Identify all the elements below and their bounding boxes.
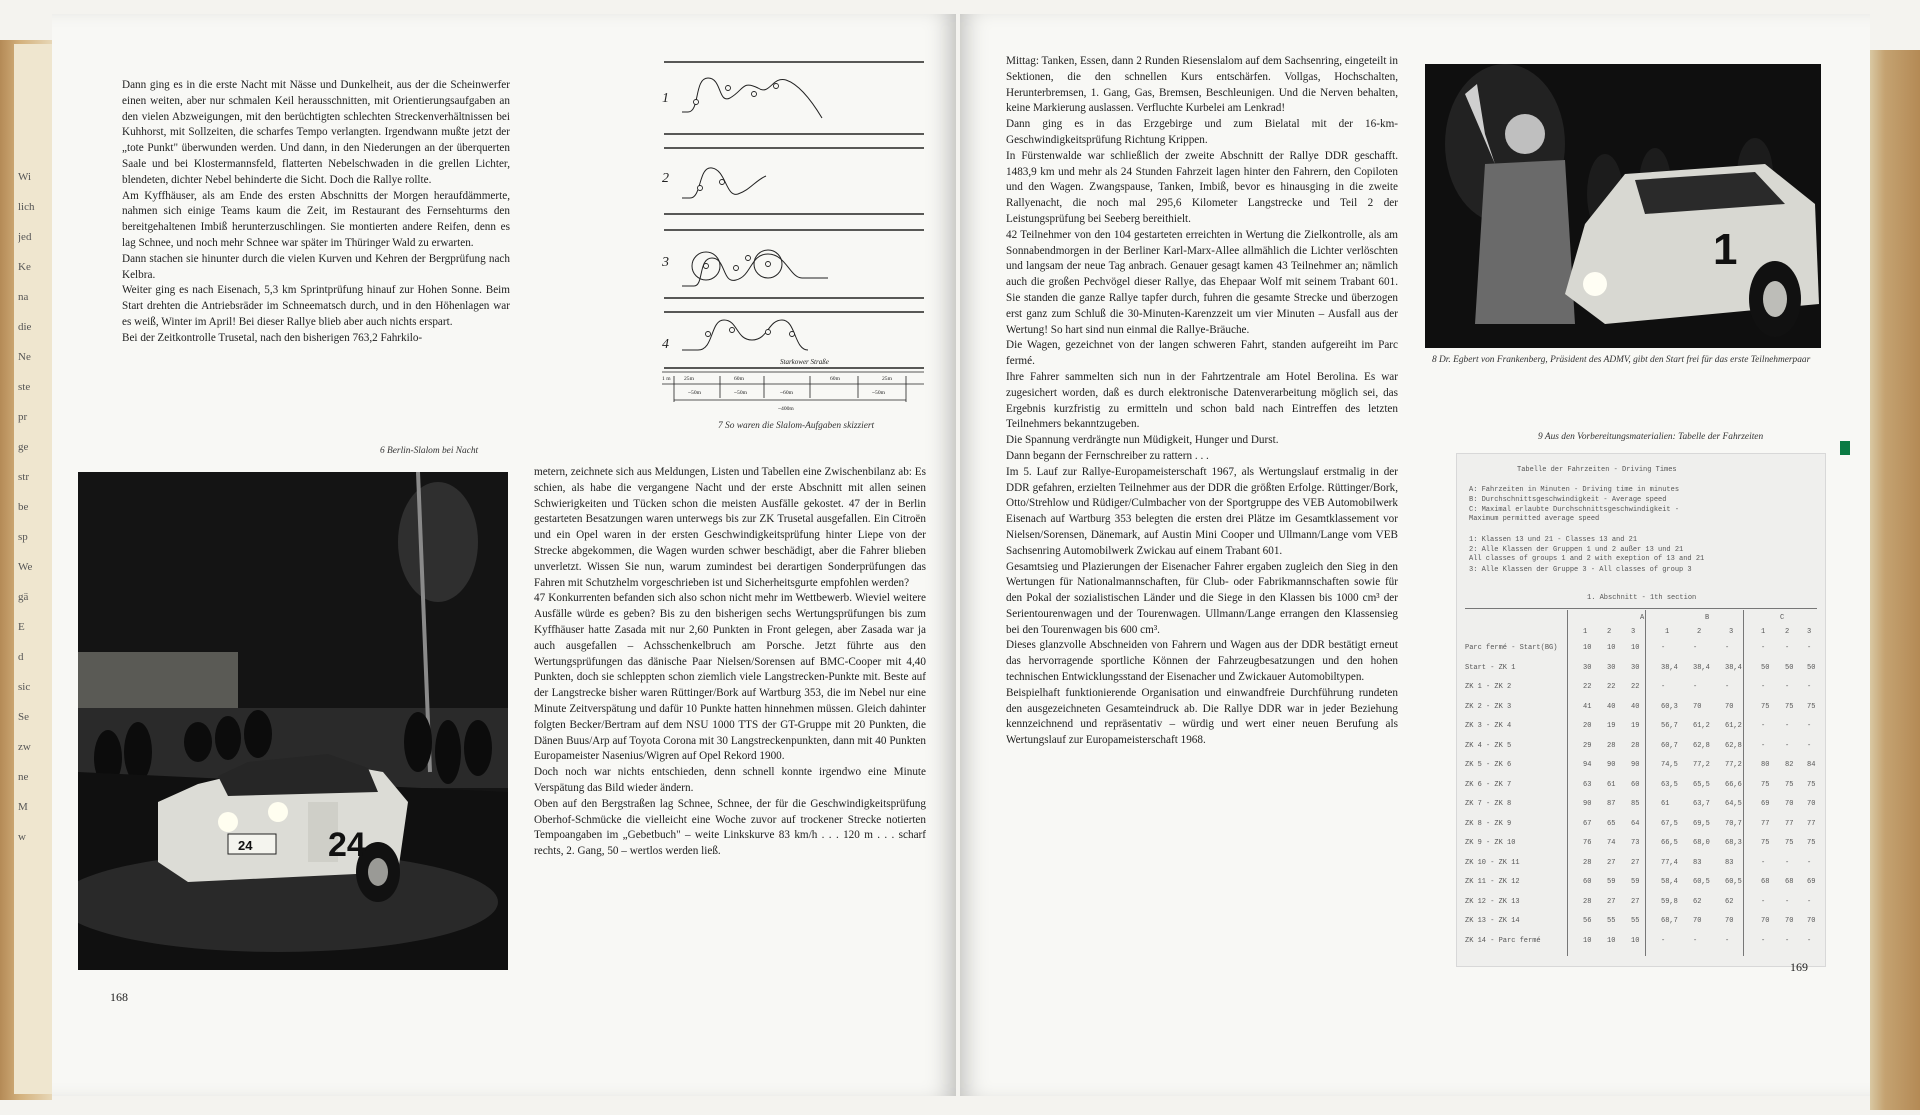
dimension-label: ~50m (734, 390, 747, 396)
table-cell: - (1785, 936, 1790, 945)
previous-page-edge (14, 44, 55, 1094)
table-cell: 68 (1785, 878, 1794, 886)
table-cell: 94 (1583, 761, 1592, 769)
table-cell: 69,5 (1693, 819, 1710, 828)
table-cell: 74 (1607, 839, 1616, 847)
group-label: B (1705, 614, 1710, 622)
dimension-total: ~400m (778, 406, 794, 412)
table-cell: 75 (1761, 839, 1770, 847)
driving-times-table (1456, 453, 1826, 967)
table-cell: 19 (1607, 722, 1616, 730)
table-cell: 10 (1607, 644, 1616, 652)
table-cell: 69 (1761, 800, 1770, 808)
table-cell: 10 (1631, 936, 1640, 945)
table-cell: 10 (1631, 644, 1640, 652)
table-row (1465, 835, 1817, 853)
table-cell: 40 (1631, 702, 1640, 711)
table-cell: 50 (1785, 663, 1794, 672)
table-cell: 38,4 (1661, 663, 1678, 672)
table-cell: 50 (1761, 663, 1770, 672)
right-page-text (1006, 54, 1398, 749)
table-cell: 64 (1631, 819, 1640, 828)
table-cell: - (1785, 722, 1790, 730)
table-cell: 70 (1693, 917, 1702, 925)
table-cell: 73 (1631, 839, 1640, 847)
figure-caption-9: 9 Aus den Vorbereitungsmaterialien: Tabelle der Fahrzeiten (1538, 432, 1764, 442)
row-label: ZK 6 - ZK 7 (1465, 780, 1512, 789)
green-corner-mark (1840, 441, 1850, 455)
table-cell: 63 (1583, 780, 1592, 789)
street-label: Starkower Straße (780, 358, 829, 366)
table-cell: - (1807, 644, 1812, 652)
dimension-label: 25m (684, 376, 694, 382)
row-label: ZK 1 - ZK 2 (1465, 683, 1512, 691)
slalom-path-4 (682, 320, 808, 350)
legend-line: Maximum permitted average speed (1469, 515, 1600, 523)
table-cell: - (1807, 936, 1812, 945)
paragraph: 42 Teilnehmer von den 104 gestarteten erreichten in Wertung die Zielkontrolle, als am Sonnabendmorgen in der Berliner Karl-Marx-Allee allmählich die Lichter verlöschten und langsam der neue Tag anbrach. Genauer gesagt kamen 43 Teilnehmer an; nämlich auch die großen Pechvögel dieser Rallye, das Ehepaar Wolf mit seinem Trabant 601. Sie standen die ganze Rallye tapfer durch, fuhren die gesamte Strecke und überzogen erst ganz zum Schluß die 30-Minuten-Karenzzeit um vier Minuten – Ausfall aus der Wertung! So hart sind nun einmal die Rallye-Bräuche. (1006, 228, 1398, 336)
paragraph: Dann ging es in die erste Nacht mit Nässe und Dunkelheit, aus der die Scheinwerfer einen weiten, aber nur schmalen Keil herausschnitten, mit Orientierungsaufgaben an den vielen Abzweigungen, mit den berüchtigten schlechten Streckenverhältnissen bei Kuhhorst, mit Sollzeiten, die scharfes Tempo verlangten. Irgendwann mußte jetzt der „tote Punkt" überwunden werden. Und dann, in den Niederungen an der überquerten Saale und bei Klostermannsfeld, flatterten Nebelschwaden in die grellen Lichter, blendeten, dichter Nebel behinderte die Sicht. Doch die Rallye rollte. (122, 79, 510, 186)
table-cell: 77 (1807, 819, 1816, 828)
table-cell: 27 (1607, 897, 1616, 906)
table-cell: 80 (1761, 761, 1770, 769)
table-cell: 90 (1607, 761, 1616, 769)
lane-number: 3 (662, 255, 669, 270)
table-row (1465, 718, 1817, 736)
figure-caption-7: 7 So waren die Slalom-Aufgaben skizziert (718, 421, 875, 431)
lane-number: 4 (662, 337, 669, 352)
table-cell: - (1807, 741, 1812, 750)
table-cell: 68,3 (1725, 839, 1742, 847)
left-page-top-text (122, 78, 510, 347)
table-cell: - (1785, 858, 1790, 867)
table-row (1465, 679, 1817, 697)
car-start-number: 24 (328, 826, 366, 864)
table-cell: - (1693, 936, 1698, 945)
table-cell: 58,4 (1661, 878, 1678, 886)
row-label: ZK 3 - ZK 4 (1465, 722, 1512, 730)
table-cell: 67 (1583, 819, 1592, 828)
legend-line: 1: Klassen 13 und 21 - Classes 13 and 21 (1469, 536, 1638, 544)
row-label: ZK 7 - ZK 8 (1465, 800, 1512, 808)
table-cell: 56 (1583, 917, 1592, 925)
paragraph: Am Kyffhäuser, als am Ende des ersten Abschnitts der Morgen heraufdämmerte, nahmen sich einige Teams kaum die Zeit, im Restaurant des Fernsehturms den bereitgehaltenen Imbiß herunterzuschlingen. Sie montierten andere Reifen, denn es lag Schnee, und noch mehr Schnee war später im Thüringer Wald zu erwarten. (122, 189, 510, 249)
table-cell: - (1761, 644, 1766, 652)
dimension-label: 60m (830, 376, 840, 382)
paragraph: Gesamtsieg und Plazierungen der Eisenacher Fahrer ergaben zugleich den Sieg in den Wertungen für Nationalmannschaften, für Club- oder Fabrikmannschaften sowie für den Pokal der sozialistischen Länder und die Siege in den Klassen bis 1000 cm³ der Serientourenwagen und der Tourenwagen. Ullmann/Lange errangen den Klassensieg bei den Tourenwagen bis 600 cm³. (1006, 560, 1398, 636)
row-label: ZK 5 - ZK 6 (1465, 761, 1512, 769)
table-cell: - (1785, 741, 1790, 750)
table-cell: 84 (1807, 761, 1816, 769)
table-cell: - (1761, 722, 1766, 730)
table-cell: 61,2 (1693, 722, 1710, 730)
figure-caption-6: 6 Berlin-Slalom bei Nacht (380, 446, 479, 456)
table-row (1465, 738, 1817, 756)
row-label: Start - ZK 1 (1465, 663, 1516, 672)
table-cell: 69 (1807, 878, 1816, 886)
table-cell: 62,8 (1693, 741, 1710, 750)
table-cell: 76 (1583, 839, 1592, 847)
paragraph: Dann begann der Fernschreiber zu rattern . . . (1006, 449, 1209, 462)
table-row (1465, 894, 1817, 912)
table-cell: 75 (1807, 839, 1816, 847)
table-cell: 27 (1607, 858, 1616, 867)
table-cell: 70 (1807, 800, 1816, 808)
table-cell: 77,2 (1725, 761, 1742, 769)
table-row (1465, 913, 1817, 931)
table-cell: 67,5 (1661, 819, 1678, 828)
paragraph: Weiter ging es nach Eisenach, 5,3 km Sprintprüfung hinauf zur Hohen Sonne. Beim Start drehten die Antriebsräder im Schneematsch durch, und in den Höhenlagen war es weiß, Winter im April! Bei dieser Rallye blieb aber auch nichts erspart. (122, 284, 510, 328)
table-cell: 22 (1607, 683, 1616, 691)
paragraph: In Fürstenwalde war schließlich der zweite Abschnitt der Rallye DDR geschafft. 1483,9 km und mehr als 24 Stunden Fahrzeit lagen hinter den Fahrern, den Copiloten und den Wagen. Zwangspause, Tanken, Imbiß, bevor es hinausging in die zweite Rallyenacht, die noch mal 295,6 Kilometer Langstrecke und Teil 2 der Leistungsprüfung bei Seeberg bereithielt. (1006, 149, 1398, 225)
table-cell: 27 (1631, 897, 1640, 906)
table-cell: 70 (1785, 917, 1794, 925)
table-cell: 60,7 (1661, 741, 1678, 750)
table-cell: 10 (1583, 936, 1592, 945)
table-row (1465, 699, 1817, 717)
table-cell: 83 (1725, 858, 1734, 867)
paragraph: Die Spannung verdrängte nun Müdigkeit, Hunger und Durst. (1006, 434, 1279, 447)
table-cell: 10 (1607, 936, 1616, 945)
table-cell: 61 (1607, 780, 1616, 789)
previous-page-fragments: Wi lich jed Ke na die Ne ste pr ge str be sp We gä E d sic Se zw ne M w (18, 171, 35, 843)
paragraph: Dann ging es in das Erzgebirge und zum Bielatal mit der 16-km-Geschwindigkeitsprüfung Richtung Krippen. (1006, 118, 1398, 146)
table-cell: - (1807, 897, 1812, 906)
table-cell: 70,7 (1725, 819, 1742, 828)
table-title: Tabelle der Fahrzeiten - Driving Times (1517, 466, 1677, 474)
left-page-continued-text (534, 465, 926, 860)
table-cell: 68 (1761, 878, 1770, 886)
table-cell: 40 (1607, 702, 1616, 711)
table-cell: 75 (1761, 780, 1770, 789)
table-cell: 90 (1583, 800, 1592, 808)
table-cell: 77,2 (1693, 761, 1710, 769)
lane-number: 1 (662, 91, 669, 106)
table-cell: 63,5 (1661, 780, 1678, 789)
dimension-label: 25m (882, 376, 892, 382)
table-row (1465, 660, 1817, 678)
table-cell: 60 (1583, 878, 1592, 886)
dimension-label: 1 m (662, 376, 671, 382)
photo-start-ceremony (1425, 64, 1821, 348)
table-cell: 66,5 (1661, 839, 1678, 847)
figure-caption-8: 8 Dr. Egbert von Frankenberg, Präsident des ADMV, gibt den Start frei für das erste Teilnehmerpaar (1432, 355, 1811, 365)
table-cell: 75 (1785, 780, 1794, 789)
row-label: ZK 9 - ZK 10 (1465, 839, 1516, 847)
paragraph: Dieses glanzvolle Abschneiden von Fahrern und Wagen aus der DDR bestätigt erneut das hervorragende sportliche Können der Fahrzeugbesatzungen und den hohen technischen Entwicklungsstand der Eisenacher und Zwickauer Automobiltypen. (1006, 639, 1398, 684)
table-cell: 28 (1583, 858, 1592, 867)
table-cell: 83 (1693, 858, 1702, 867)
table-cell: 28 (1583, 897, 1592, 906)
table-cell: - (1661, 936, 1666, 945)
legend-line: B: Durchschnittsgeschwindigkeit - Average speed (1469, 496, 1667, 504)
paragraph: Ihre Fahrer sammelten sich nun in der Fahrtzentrale am Hotel Berolina. Es war zugesichert worden, daß es durch elektronische Datenverarbeitung möglich sei, das Ergebnis kurzfristig zu ermitteln und schon bald nach Eintreffen des letzten Teilnehmers bekanntzugeben. (1006, 370, 1398, 431)
table-row (1465, 874, 1817, 892)
table-cell: 62 (1725, 897, 1734, 906)
row-label: Parc fermé - Start(BG) (1465, 644, 1558, 652)
photo-berlin-slalom (78, 472, 508, 970)
table-cell: - (1761, 741, 1766, 750)
table-cell: 19 (1631, 722, 1640, 730)
table-cell: - (1661, 644, 1666, 652)
table-cell: 75 (1785, 839, 1794, 847)
legend-line: A: Fahrzeiten in Minuten - Driving time in minutes (1469, 486, 1680, 494)
table-cell: - (1761, 683, 1766, 691)
legend-line: 3: Alle Klassen der Gruppe 3 - All classes of group 3 (1469, 566, 1692, 574)
table-cell: 75 (1807, 702, 1816, 711)
dimension-label: ~50m (872, 390, 885, 396)
row-label: ZK 11 - ZK 12 (1465, 878, 1520, 886)
table-cell: 70 (1761, 917, 1770, 925)
group-label: C (1780, 614, 1785, 622)
table-cell: 22 (1631, 683, 1640, 691)
table-cell: - (1725, 683, 1730, 691)
table-cell: 87 (1607, 800, 1616, 808)
row-label: ZK 8 - ZK 9 (1465, 819, 1512, 828)
slalom-path-1 (682, 78, 822, 118)
dimension-label: 60m (734, 376, 744, 382)
table-cell: 77 (1785, 819, 1794, 828)
table-row (1465, 640, 1817, 658)
table-cell: 22 (1583, 683, 1592, 691)
table-cell: 62,8 (1725, 741, 1742, 750)
table-cell: 59 (1631, 878, 1640, 886)
table-cell: 66,6 (1725, 780, 1742, 789)
paragraph: Oben auf den Bergstraßen lag Schnee, Schnee, der für die Geschwindigkeitsprüfung Oberhof-Schmücke die vielleicht eine Woche zuvor auf trockener Strecke notierten Tempoangaben im „Gebetbuch" – weite Linkskurve 83 km/h . . . 120 m . . . scharf rechts, 2. Gang, 50 – wertlos werden ließ. (534, 797, 926, 858)
table-cell: 82 (1785, 761, 1794, 769)
table-cell: 63,7 (1693, 800, 1710, 808)
row-label: ZK 2 - ZK 3 (1465, 702, 1512, 711)
legend-line: C: Maximal erlaubte Durchschnittsgeschwindigkeit - (1469, 506, 1680, 514)
paragraph: Im 5. Lauf zur Rallye-Europameisterschaft 1967, als Wertungslauf erstmalig in der DDR gefahren, erzielten Teilnehmer aus der DDR die größten Erfolge. Rüttinger/Bork, Otto/Strehlow und Rüdiger/Culmbacher von der Sportgruppe des VEB Automobilwerk Eisenach auf Wartburg 353 belegten die ersten drei Plätze im Gesamtklassement vor Nielsen/Sorensen, Dänemark, auf Austin Mini Cooper und Ullmann/Lange vom VEB Sachsenring Automobilwerk Zwickau auf einem Trabant 601. (1006, 465, 1398, 557)
car-plate-number: 24 (238, 838, 253, 853)
table-cell: - (1761, 936, 1766, 945)
table-cell: - (1693, 644, 1698, 652)
paragraph: Die Wagen, gezeichnet von der langen schweren Fahrt, standen aufgereiht im Parc fermé. (1006, 339, 1398, 368)
table-cell: 60 (1631, 780, 1640, 789)
table-cell: 68,0 (1693, 839, 1710, 847)
table-cell: 70 (1725, 917, 1734, 925)
table-row (1465, 796, 1817, 814)
table-cell: 77 (1761, 819, 1770, 828)
table-cell: - (1761, 897, 1766, 906)
table-cell: 75 (1785, 702, 1794, 711)
table-row (1465, 816, 1817, 834)
table-cell: 70 (1693, 702, 1702, 711)
table-cell: 50 (1807, 663, 1816, 672)
table-cell: 60,5 (1725, 878, 1742, 886)
row-label: ZK 10 - ZK 11 (1465, 858, 1520, 867)
table-cell: 28 (1631, 741, 1640, 750)
table-row (1465, 757, 1817, 775)
table-cell: - (1693, 683, 1698, 691)
table-cell: 55 (1607, 917, 1616, 925)
page-number-left: 168 (110, 990, 128, 1004)
paragraph: 47 Konkurrenten befanden sich also schon nicht mehr im Wettbewerb. Wieviel weitere Ausfälle würde es geben? Bis zu den bisherigen sechs Wertungsprüfungen bis zum Kyffhäuser hatte Zasada mit nur 2,60 Punkten in Front gelegen, aber Zasada war ja auch ausgefallen – Achsschenkelbruch am Porsche. Jetzt führte aus den Wertungsprüfungen das dänische Paar Nielsen/Sorensen auf BMC-Cooper mit 4,40 Punkten, doch sie schleppten schon ziemlich viele Langstrecken-Punkte mit. Beste auf der Langstrecke bisher waren Rüttinger/Bork auf Wartburg 353, die im Nebel nur eine Minute Zeitverspätung und dafür 10 Punkte hatten hinnehmen müssen. Gleich dahinter folgten Becker/Bertram auf dem NSU 1000 TTS der GT-Gruppe mit 20 Punkten, die Dänen Buus/Arp auf Toyota Corona mit 30 Langstreckenpunkten, dann mit 40 Punkten Europameister Nasenius/Wigren auf Opel Rekord 1900. (534, 592, 926, 763)
table-cell: 85 (1631, 800, 1640, 808)
table-cell: - (1785, 683, 1790, 691)
table-cell: 70 (1807, 917, 1816, 925)
table-cell: 75 (1807, 780, 1816, 789)
paragraph: metern, zeichnete sich aus Meldungen, Listen und Tabellen eine Zwischenbilanz ab: Es schien, als habe die vergangene Nacht und der erste Abschnitt mit allen seinen Schwierigkeiten und Tücken schon die meisten Ausfälle gekostet. 47 der in Berlin gestarteten Besatzungen waren unterwegs bis zur ZK Trusetal ausgefallen. Ein Citroën und ein Opel waren in der ersten Geschwindigkeitsprüfung hinter Liepe von der Strecke abgekommen, die Wagen wurden schwer beschädigt, aber die Fahrer blieben unverletzt. Wissen Sie nun, warum zumindest bei derartigen Sonderprüfungen das Fahren mit Schutzhelm vorgeschrieben ist und Sicherheitsgurte empfohlen werden? (534, 466, 926, 589)
table-cell: - (1761, 858, 1766, 867)
table-cell: 41 (1583, 702, 1592, 711)
table-cell: 60,5 (1693, 878, 1710, 886)
table-cell: 60,3 (1661, 702, 1678, 711)
table-cell: - (1725, 936, 1730, 945)
paragraph: Doch noch war nichts entschieden, denn schnell konnte irgendwo eine Minute Verspätung das Bild wieder ändern. (534, 766, 926, 794)
table-cell: - (1807, 683, 1812, 691)
table-cell: 61,2 (1725, 722, 1742, 730)
page-number-right: 169 (1790, 960, 1808, 974)
table-cell: 64,5 (1725, 800, 1742, 808)
book-cover-right (1870, 50, 1920, 1110)
dimension-label: ~50m (688, 390, 701, 396)
table-cell: 77,4 (1661, 858, 1678, 867)
table-cell: 27 (1631, 858, 1640, 867)
table-cell: - (1807, 858, 1812, 867)
table-cell: 28 (1607, 741, 1616, 750)
table-cell: - (1807, 722, 1812, 730)
table-cell: 65,5 (1693, 780, 1710, 789)
table-cell: 61 (1661, 800, 1670, 808)
table-cell: 70 (1725, 702, 1734, 711)
row-label: ZK 14 - Parc fermé (1465, 936, 1541, 945)
paragraph: Beispielhaft funktionierende Organisation und einwandfreie Durchführung rundeten den ausgezeichneten Gesamteindruck ab. Die Rallye DDR war in jeder Beziehung kennzeichnend und repräsentativ – würdig und wert einer neuen Berufung als Wertungslauf zur Europameisterschaft 1968. (1006, 686, 1398, 747)
table-cell: 20 (1583, 722, 1592, 730)
table-cell: - (1785, 644, 1790, 652)
car-start-number: 1 (1713, 225, 1738, 274)
paragraph: Dann stachen sie hinunter durch die vielen Kurven und Kehren der Bergprüfung nach Kelbra. (122, 252, 510, 281)
row-label: ZK 13 - ZK 14 (1465, 917, 1520, 925)
legend-line: 2: Alle Klassen der Gruppen 1 und 2 außer 13 und 21 (1469, 546, 1684, 554)
table-cell: 74,5 (1661, 761, 1678, 769)
table-row (1465, 933, 1817, 951)
table-cell: 30 (1631, 663, 1640, 672)
table-cell: - (1661, 683, 1666, 691)
table-cell: - (1785, 897, 1790, 906)
lane-number: 2 (662, 171, 669, 186)
table-cell: 90 (1631, 761, 1640, 769)
table-cell: 62 (1693, 897, 1702, 906)
row-label: ZK 4 - ZK 5 (1465, 741, 1512, 750)
table-cell: 30 (1607, 663, 1616, 672)
table-cell: 29 (1583, 741, 1592, 750)
table-cell: 65 (1607, 819, 1616, 828)
table-cell: 55 (1631, 917, 1640, 925)
table-cell: 75 (1761, 702, 1770, 711)
paragraph: Bei der Zeitkontrolle Trusetal, nach den bisherigen 763,2 Fahrkilo- (122, 331, 423, 344)
table-cell: 10 (1583, 644, 1592, 652)
table-cell: - (1725, 644, 1730, 652)
group-label: A (1640, 614, 1645, 622)
legend-line: All classes of groups 1 and 2 with exeption of 13 and 21 (1469, 555, 1705, 563)
table-cell: 56,7 (1661, 722, 1678, 730)
section-label: 1. Abschnitt - 1th section (1587, 594, 1697, 602)
dimension-label: ~60m (780, 390, 793, 396)
table-cell: 59 (1607, 878, 1616, 886)
table-cell: 30 (1583, 663, 1592, 672)
table-cell: 38,4 (1693, 663, 1710, 672)
slalom-diagram (660, 58, 928, 418)
table-cell: 59,8 (1661, 897, 1678, 906)
table-cell: 38,4 (1725, 663, 1742, 672)
table-row (1465, 777, 1817, 795)
row-label: ZK 12 - ZK 13 (1465, 897, 1520, 906)
paragraph: Mittag: Tanken, Essen, dann 2 Runden Riesenslalom auf dem Sachsenring, eingeteilt in Sektionen, die den schnellen Kurs entschärfen. Vollgas, Hochschalten, Herunterbremsen, 1. Gang, Gas, Bremsen, Beschleunigen. Und die Nerven behalten, keine Markierung auslassen. Verfluchte Kurbelei am Lenkrad! (1006, 55, 1398, 115)
subcolumn-header-row: 1 2 3 1 2 3 1 2 3 (1583, 628, 1812, 636)
table-cell: 70 (1785, 800, 1794, 808)
table-row (1465, 855, 1817, 873)
table-cell: 68,7 (1661, 917, 1678, 925)
